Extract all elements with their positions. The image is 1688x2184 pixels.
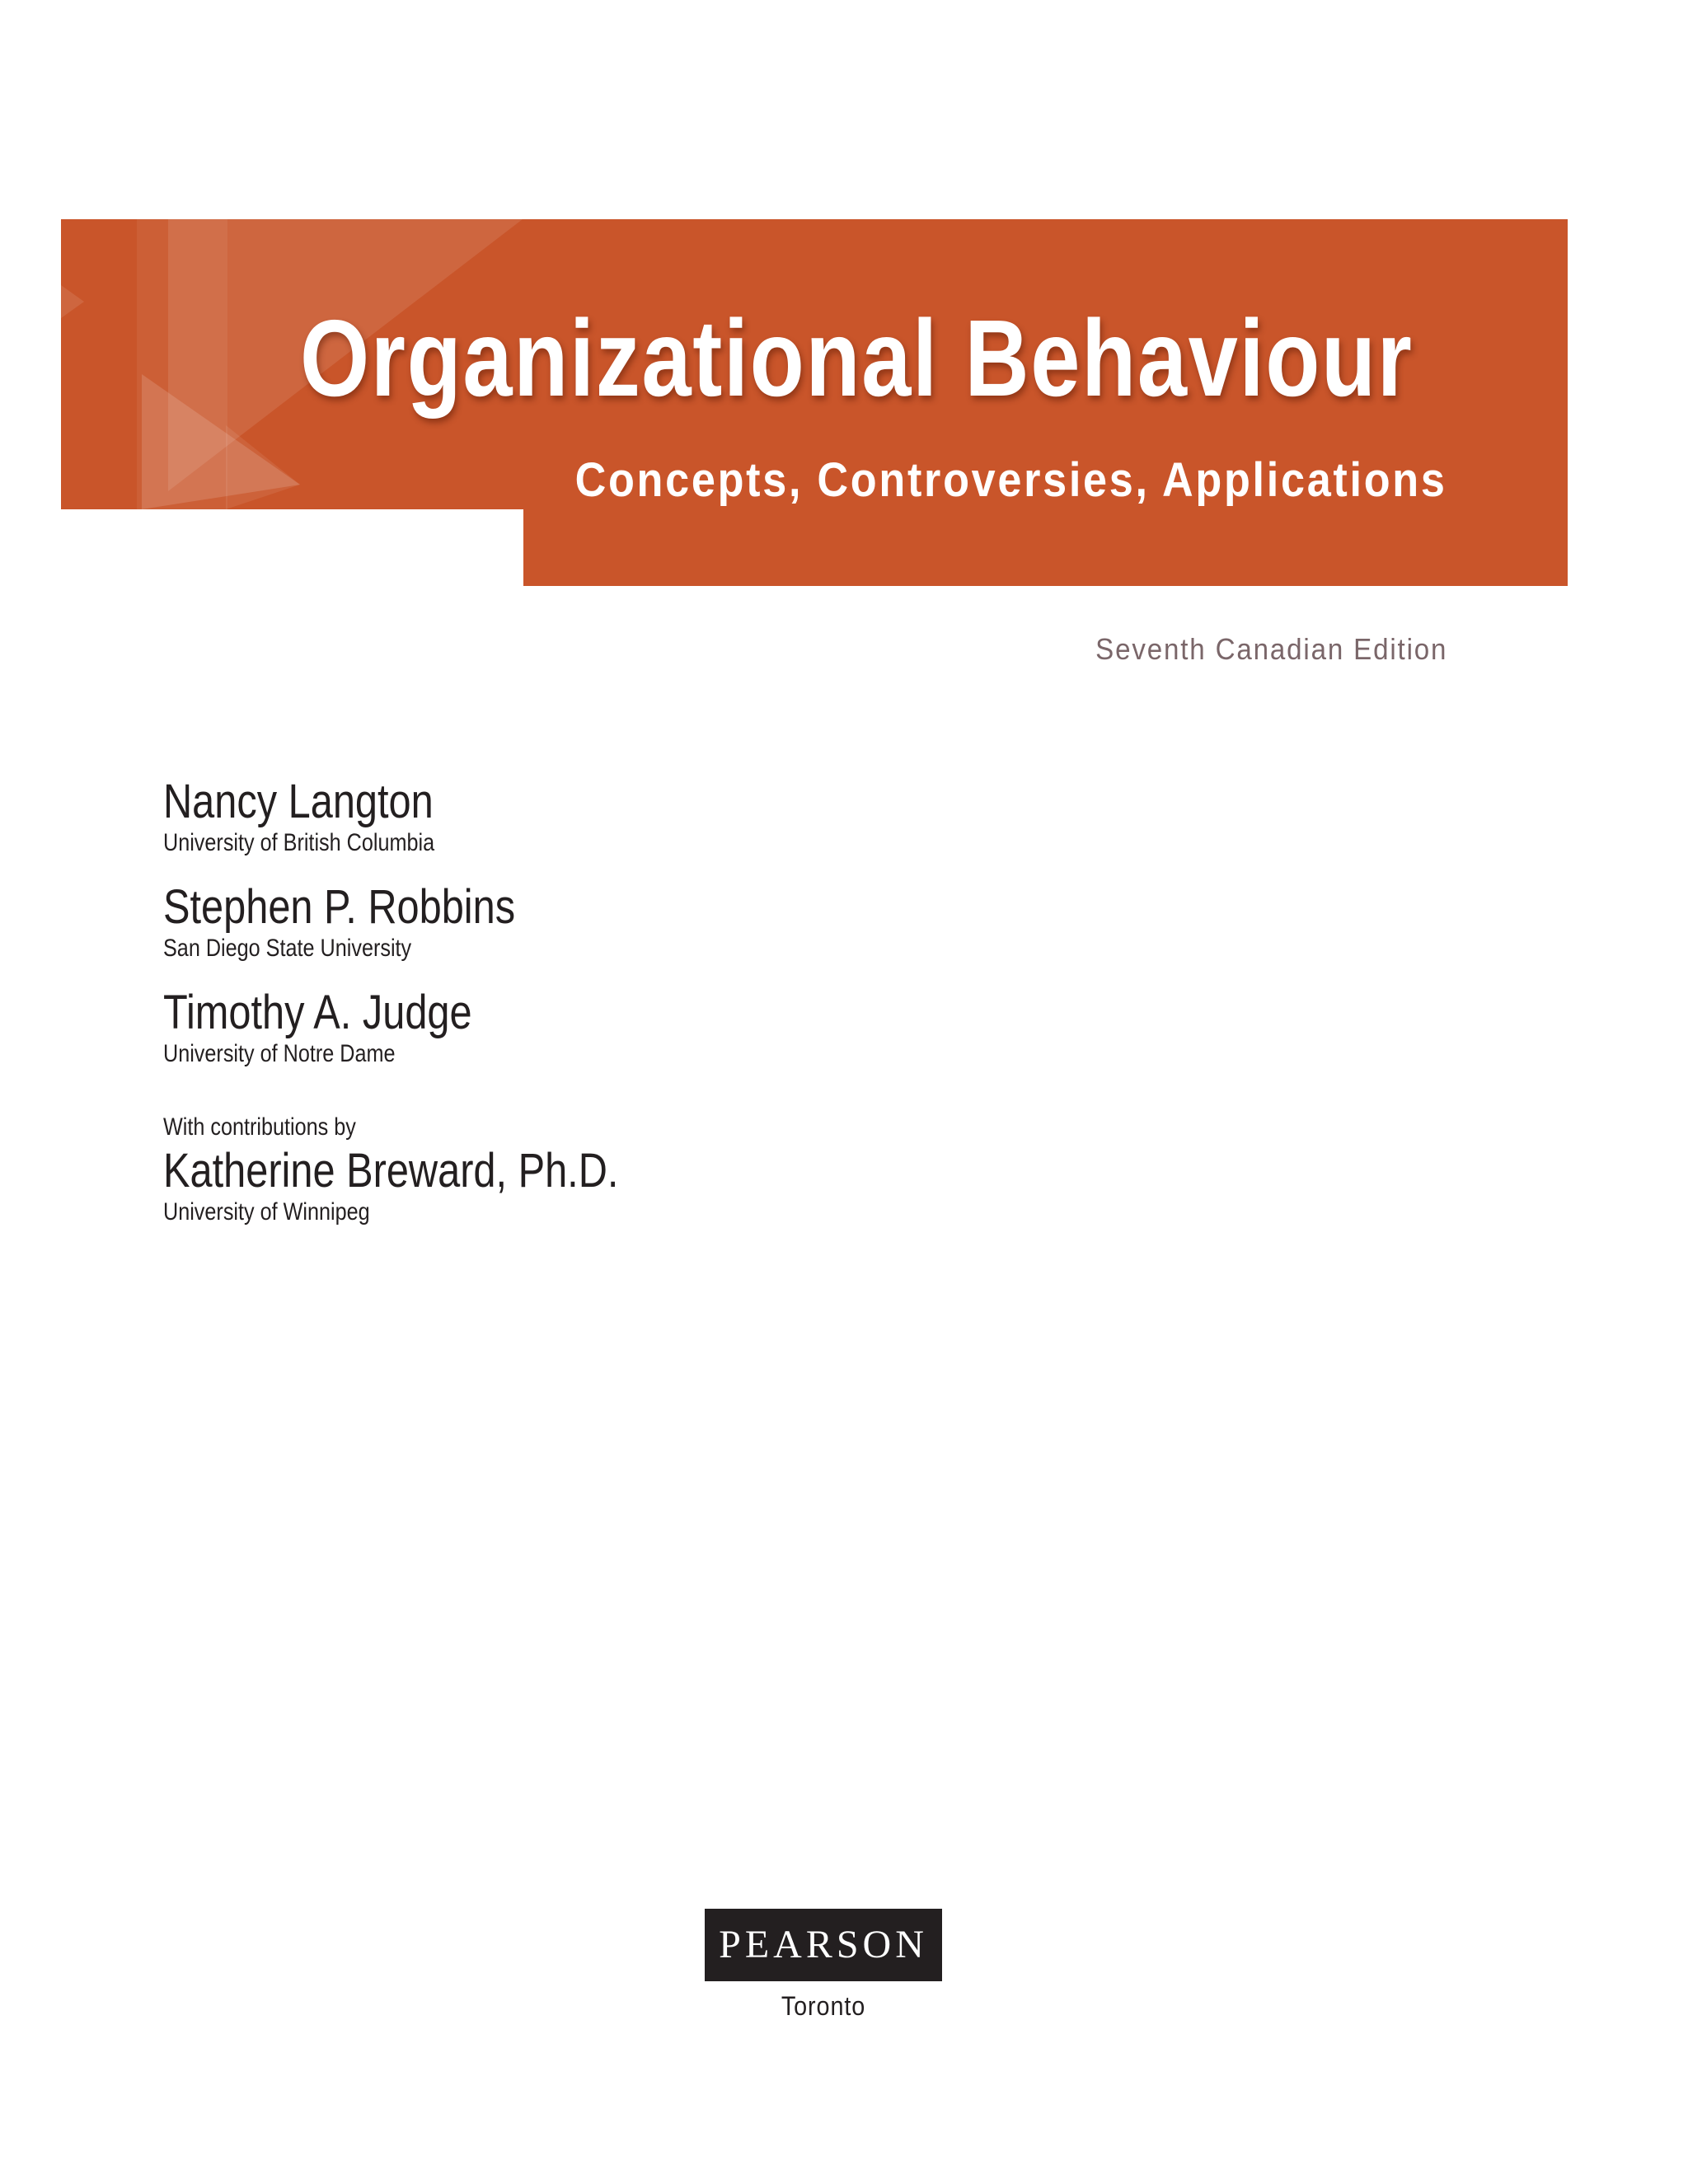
author-entry — [163, 775, 1152, 857]
contributor-entry — [163, 1144, 1152, 1226]
author-entry — [163, 880, 1152, 963]
publisher-block — [705, 1909, 942, 2022]
edition-label: Seventh Canadian Edition — [1095, 632, 1447, 666]
author-list — [163, 775, 1152, 1226]
pearson-logo-text: PEARSON — [719, 1923, 928, 1966]
book-subtitle: Concepts, Controversies, Applications — [574, 453, 1447, 507]
contributor-name: Katherine Breward, Ph.D. — [163, 1144, 619, 1197]
author-name: Timothy A. Judge — [163, 986, 472, 1039]
author-affiliation: University of Notre Dame — [163, 1040, 396, 1067]
author-entry — [163, 986, 1152, 1068]
contributions-label: With contributions by — [163, 1113, 356, 1141]
author-affiliation: San Diego State University — [163, 935, 412, 962]
title-banner-extension — [523, 509, 1568, 586]
publisher-city: Toronto — [781, 1991, 866, 2021]
pearson-logo — [705, 1909, 942, 1981]
book-title: Organizational Behaviour — [300, 298, 1414, 419]
author-affiliation: University of British Columbia — [163, 829, 435, 856]
author-name: Stephen P. Robbins — [163, 880, 516, 934]
author-name: Nancy Langton — [163, 775, 434, 828]
contributor-affiliation: University of Winnipeg — [163, 1198, 370, 1226]
